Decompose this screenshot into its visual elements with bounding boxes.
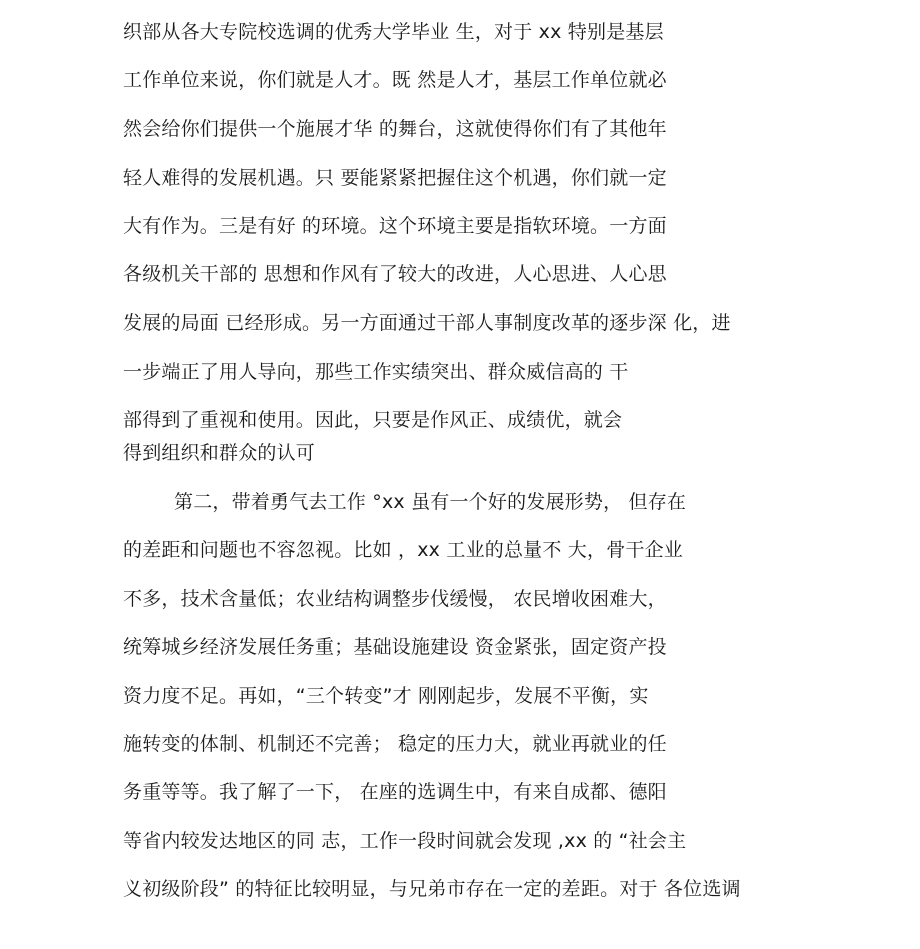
- text-line: 不多，技术含量低；农业结构调整步伐缓慢， 农民增收困难大，: [123, 588, 667, 610]
- text-line: 统筹城乡经济发展任务重；基础设施建设 资金紧张，固定资产投: [123, 636, 667, 658]
- text-line: 各级机关干部的 思想和作风有了较大的改进，人心思进、人心思: [123, 263, 667, 285]
- text-line: 施转变的体制、机制还不完善； 稳定的压力大，就业再就业的任: [123, 733, 667, 755]
- paragraph-start-line: 第二，带着勇气去工作 °xx 虽有一个好的发展形势， 但存在: [174, 491, 687, 513]
- text-line: 义初级阶段” 的特征比较明显，与兄弟市存在一定的差距。对于 各位选调: [123, 878, 741, 900]
- text-line: 部得到了重视和使用。因此，只要是作风正、成绩优，就会: [123, 409, 623, 431]
- text-line: 大有作为。三是有好 的环境。这个环境主要是指软环境。一方面: [123, 215, 667, 237]
- text-line: 一步端正了用人导向，那些工作实绩突出、群众威信高的 干: [123, 361, 629, 383]
- text-line: 得到组织和群众的认可: [123, 442, 316, 464]
- text-line: 轻人难得的发展机遇。只 要能紧紧把握住这个机遇，你们就一定: [123, 167, 667, 189]
- text-line: 等省内较发达地区的同 志，工作一段时间就会发现 ,xx 的 “社会主: [123, 830, 687, 852]
- text-line: 务重等等。我了解了一下， 在座的选调生中，有来自成都、德阳: [123, 781, 667, 803]
- text-line: 发展的局面 已经形成。另一方面通过干部人事制度改革的逐步深 化，进: [123, 312, 731, 334]
- text-line: 的差距和问题也不容忽视。比如 ，xx 工业的总量不 大，骨干企业: [123, 539, 684, 561]
- text-line: 资力度不足。再如，“三个转变”才 刚刚起步，发展不平衡，实: [123, 685, 649, 707]
- text-line: 织部从各大专院校选调的优秀大学毕业 生，对于 xx 特别是基层: [123, 21, 664, 43]
- text-line: 工作单位来说，你们就是人才。既 然是人才，基层工作单位就必: [123, 69, 667, 91]
- text-line: 然会给你们提供一个施展才华 的舞台，这就使得你们有了其他年: [123, 118, 667, 140]
